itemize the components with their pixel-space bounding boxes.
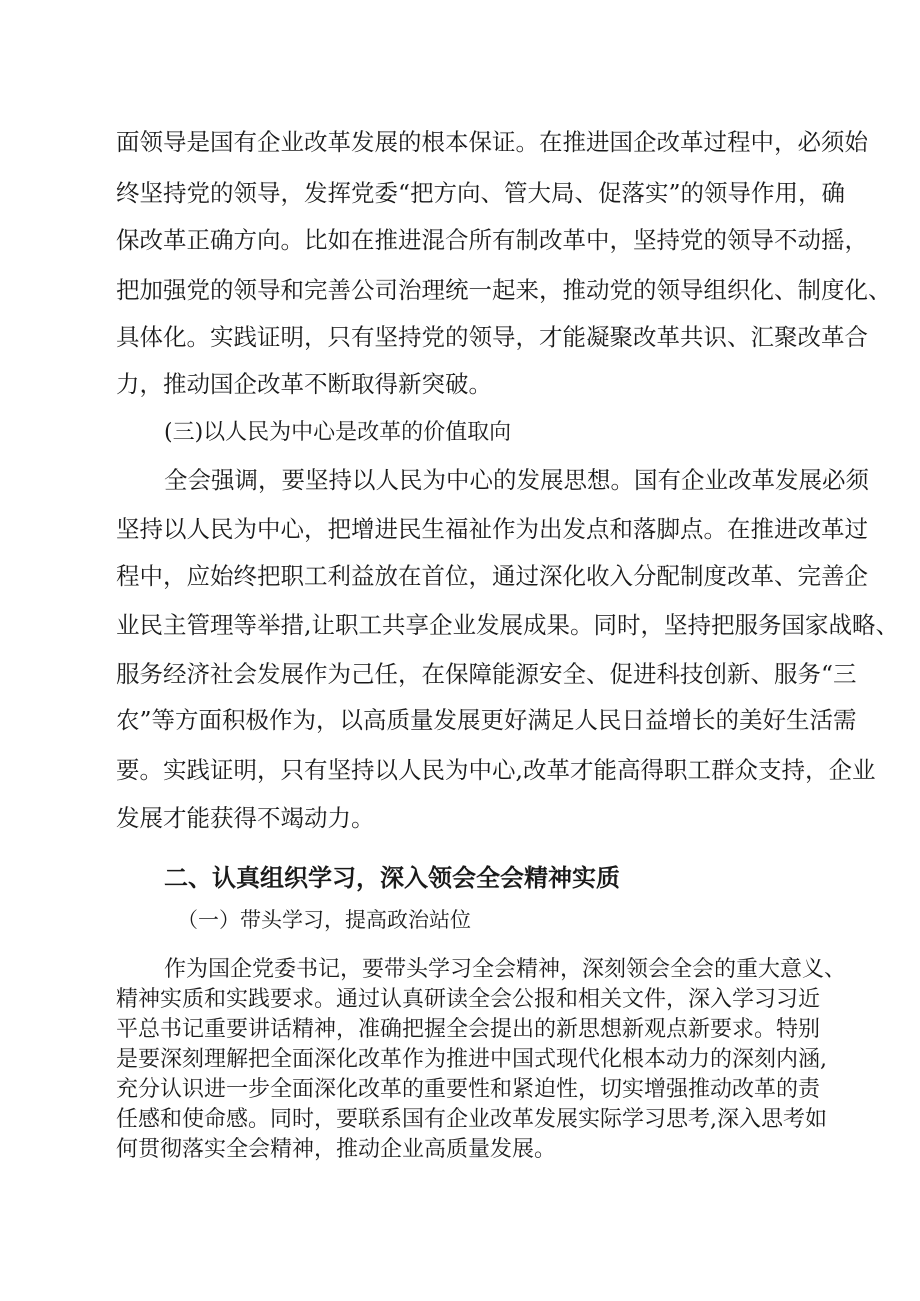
paragraph-line: 发展才能获得不竭动力。 [116, 804, 375, 832]
paragraph-line: 全会强调，要坚持以人民为中心的发展思想。国有企业改革发展必须 [164, 466, 869, 494]
paragraph-line: 保改革正确方向。比如在推进混合所有制改革中，坚持党的领导不动摇， [116, 226, 868, 254]
paragraph-line: 面领导是国有企业改革发展的根本保证。在推进国企改革过程中，必须始 [116, 128, 868, 156]
paragraph-line: 农”等方面积极作为，以高质量发展更好满足人民日益增长的美好生活需 [116, 706, 857, 734]
paragraph-line: 何贯彻落实全会精神，推动企业高质量发展。 [116, 1137, 557, 1162]
paragraph-line: 充分认识进一步全面深化改革的重要性和紧迫性，切实增强推动改革的责 [116, 1077, 821, 1102]
paragraph-line: 作为国企党委书记，要带头学习全会精神，深刻领会全会的重大意义、 [164, 957, 847, 982]
subsection-title: (三)以人民为中心是改革的价值取向 [164, 420, 512, 445]
paragraph-line: 要。实践证明，只有坚持以人民为中心,改革才能高得职工群众支持，企业 [116, 756, 876, 784]
section-heading: 二、认真组织学习，深入领会全会精神实质 [164, 864, 620, 892]
paragraph-line: 把加强党的领导和完善公司治理统一起来，推动党的领导组织化、制度化、 [116, 276, 892, 304]
paragraph-line: 任感和使命感。同时，要联系国有企业改革发展实际学习思考,深入思考如 [116, 1107, 827, 1132]
paragraph-line: 终坚持党的领导，发挥党委“把方向、管大局、促落实”的领导作用，确 [116, 179, 846, 207]
paragraph-line: 具体化。实践证明，只有坚持党的领导，才能凝聚改革共识、汇聚改革合 [116, 323, 868, 351]
paragraph-line: 精神实质和实践要求。通过认真研读全会公报和相关文件，深入学习习近 [116, 987, 821, 1012]
paragraph-line: 力，推动国企改革不断取得新突破。 [116, 370, 492, 398]
paragraph-line: 业民主管理等举措,让职工共享企业发展成果。同时，坚持把服务国家战略、 [116, 611, 899, 639]
subsection-title: （一）带头学习，提高政治站位 [177, 908, 471, 932]
paragraph-line: 程中，应始终把职工利益放在首位，通过深化收入分配制度改革、完善企 [116, 562, 868, 590]
paragraph-line: 是要深刻理解把全面深化改革作为推进中国式现代化根本动力的深刻内涵, [116, 1047, 827, 1072]
paragraph-line: 平总书记重要讲话精神，准确把握全会提出的新思想新观点新要求。特别 [116, 1017, 821, 1042]
paragraph-line: 服务经济社会发展作为己任，在保障能源安全、促进科技创新、服务“三 [116, 660, 857, 688]
paragraph-line: 坚持以人民为中心，把增进民生福祉作为出发点和落脚点。在推进改革过 [116, 515, 868, 543]
